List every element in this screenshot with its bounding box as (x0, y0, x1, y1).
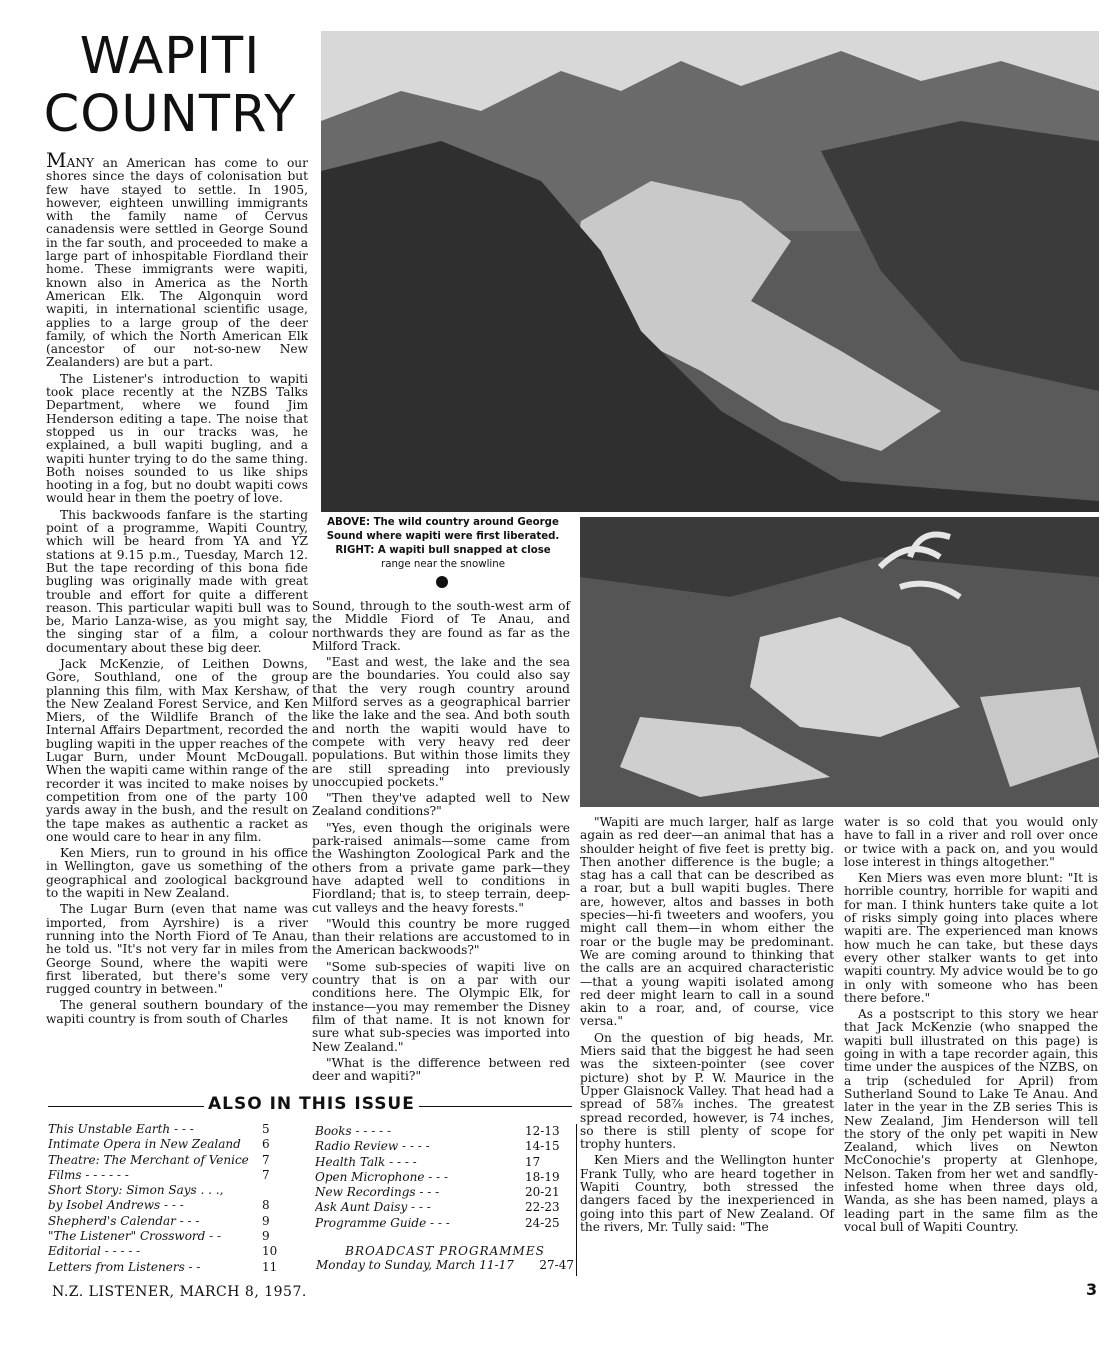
paragraph: Ken Miers and the Wellington hunter Frank Tully, who are heard together in Wapiti Country, both stressed the dangers faced by the inexperienced in going into this part of New Zealand. Of the rivers, Mr. Tully said: "The (580, 1153, 834, 1234)
contents-row[interactable]: Theatre: The Merchant of Venice 7 (48, 1152, 270, 1167)
contents-row[interactable]: Open Microphone - - - 18-19 (315, 1169, 560, 1184)
contents-row[interactable]: Editorial - - - - - 10 (48, 1244, 278, 1259)
paragraph: "East and west, the lake and the sea are the boundaries. You could also say that the very rough country around Milford serves as a geographical barrier like the lake and the sea. And both south and north the wapiti would have to compete with very heavy red deer populations. But within those limits they are still spreading into previously unoccupied pockets." (312, 655, 570, 789)
contents-row[interactable]: Letters from Listeners - - 11 (48, 1259, 278, 1274)
paragraph: The Listener's introduction to wapiti took place recently at the NZBS Talks Department, where we found Jim Henderson editing a tape. The noise that stopped us in our tracks was, he explained, a bull wapiti bugling, and a wapiti hunter trying to do the same thing. Both noises sounded to us like ships hooting in a fog, but no doubt wapiti cows would hear in them the poetry of love. (46, 371, 308, 506)
wapiti-bull-photo (580, 517, 1099, 807)
article-title (30, 28, 310, 144)
paragraph: The Lugar Burn (even that name was imported, from Ayrshire) is a river running into the North Fiord of Te Anau, he told us. "It's not very far in miles from George Sound, where the wapiti were first liberated, but there's some very rugged country in between." (46, 902, 308, 997)
column-d (844, 816, 1098, 1237)
contents-left (48, 1122, 296, 1275)
column-c (580, 816, 834, 1237)
contents-right (315, 1124, 569, 1231)
bullet-ornament (436, 576, 448, 588)
divider (576, 1124, 577, 1276)
paragraph: "Yes, even though the originals were park-raised animals—some came from the Washington Zoological Park and the others from a private game park—they have adapted well to conditions in Fiordland; that is, to steep terrain, deep-cut valleys and the heavy forests." (312, 820, 570, 915)
contents-row[interactable]: New Recordings - - - 20-21 (315, 1185, 560, 1200)
paragraph: Jack McKenzie, of Leithen Downs, Gore, Southland, one of the group planning this film, with Max Kershaw, of the New Zealand Forest Service, and Ken Miers, of the Wildlife Branch of the Internal Affairs Department, recorded the bugling wapiti in the upper reaches of the Lugar Burn, under Mount McDougall. When the wapiti came within range of the recorder it was incited to make noises by competition from one of the party 100 yards away in the bush, and the result on the tape makes as authentic a racket as one would care to hear in any film. (46, 656, 308, 844)
fiord-landscape-photo (321, 31, 1099, 512)
caption-line: Sound where wapiti were first liberated. (326, 531, 560, 542)
masthead-footer: N.Z. LISTENER, MARCH 8, 1957. (52, 1284, 307, 1300)
paragraph: MANY an American has come to our shores since the days of colonisation but few have stayed to settle. In 1905, however, eighteen unwilling immigrants with the family name of Cervus canadensis were settled in George Sound in the far south, and proceeded to make a large part of inhospitable Fiordland their home. These immigrants were wapiti, known also in America as the North American Elk. The Algonquin word wapiti, in international scientific usage, applies to a large group of the deer family, of which the North American Elk (ancestor of our not-so-new New Zealanders) are but a part. (46, 148, 308, 370)
contents-row[interactable]: Ask Aunt Daisy - - - 22-23 (315, 1200, 560, 1215)
paragraph: Ken Miers was even more blunt: "It is horrible country, horrible for wapiti and for man. I think hunters take quite a lot of risks simply going into places where wapiti are. The experienced man knows how much he can take, but these days every other stalker wants to get into wapiti country. My advice would be to go in only with someone who has been there before." (844, 871, 1098, 1005)
contents-row[interactable]: Books - - - - - 12-13 (315, 1124, 560, 1138)
contents-row[interactable]: Programme Guide - - - 24-25 (315, 1215, 560, 1230)
title-line-1: WAPITI (79, 27, 261, 86)
contents-row[interactable]: "The Listener" Crossword - - 9 (48, 1229, 270, 1244)
paragraph: water is so cold that you would only have to fall in a river and roll over once or twice with a pack on, and you would lose interest in things altogether." (844, 815, 1098, 869)
contents-row[interactable]: Shepherd's Calendar - - - 9 (48, 1213, 270, 1228)
contents-row[interactable]: Films - - - - - - 7 (48, 1167, 270, 1182)
paragraph: As a postscript to this story we hear that Jack McKenzie (who snapped the wapiti bull illustrated on this page) is going in with a tape recorder again, this time under the auspices of the NZBS, on a trip (scheduled for April) from Sutherland Sound to Lake Te Anau. And later in the year in the ZB series This is New Zealand, Jim Henderson will tell the story of the only pet wapiti in New Zealand, which lives on Newton McConochie's property at Glenhope, Nelson. Taken from her wet and sandfly-infested home when three days old, Wanda, as she has been named, plays a leading part in the same film as the vocal bull of Wapiti Country. (844, 1007, 1098, 1234)
paragraph: "What is the difference between red deer and wapiti?" (312, 1055, 570, 1084)
paragraph: This backwoods fanfare is the starting point of a programme, Wapiti Country, which will be heard from YA and YZ stations at 9.15 p.m., Tuesday, March 12. But the tape recording of this bona fide bugling was originally made with great trouble and effort for quite a different reason. This particular wapiti bull was to be, Mario Lanza-wise, as you might say, the singing star of a film, a colour documentary about these big deer. (46, 507, 308, 655)
contents-row[interactable]: Radio Review - - - - 14-15 (315, 1139, 560, 1154)
paragraph: Sound, through to the south-west arm of the Middle Fiord of Te Anau, and northwards they are found as far as the Milford Track. (312, 599, 570, 653)
caption-line: ABOVE: The wild country around George (327, 517, 559, 528)
column-a (46, 148, 308, 1029)
caption-line: range near the snowline (381, 559, 505, 570)
paragraph: Ken Miers, run to ground in his office in Wellington, gave us something of the geographical and zoological background to the wapiti in New Zealand. (46, 846, 308, 901)
caption-line: RIGHT: A wapiti bull snapped at close (335, 545, 551, 556)
drop-cap: M (46, 148, 67, 172)
contents-row[interactable]: Monday to Sunday, March 11-17 27-47 (316, 1258, 574, 1272)
broadcast-programmes (316, 1244, 574, 1272)
contents-row[interactable]: by Isobel Andrews - - - 8 (48, 1198, 270, 1213)
contents-row[interactable]: Short Story: Simon Says . . ., (48, 1183, 224, 1198)
page-number: 3 (1086, 1280, 1098, 1299)
column-b (312, 600, 570, 1086)
contents-row[interactable]: Intimate Opera in New Zealand 6 (48, 1137, 270, 1152)
title-line-2: COUNTRY (43, 85, 297, 144)
contents-row[interactable]: This Unstable Earth - - - 5 (48, 1122, 270, 1136)
paragraph: On the question of big heads, Mr. Miers said that the biggest he had seen was the sixteen-pointer (see cover picture) shot by P. W. Maurice in the Upper Glaisnock Valley. That head had a spread of 58⅞ inches. The greatest spread recorded, however, is 74 inches, so there is still plenty of scope for trophy hunters. (580, 1030, 834, 1152)
also-in-this-issue-heading: ALSO IN THIS ISSUE (204, 1094, 419, 1114)
contents-row[interactable]: Health Talk - - - - 17 (315, 1154, 541, 1169)
photo-caption (312, 516, 574, 572)
paragraph: The general southern boundary of the wapiti country is from south of Charles (46, 998, 308, 1026)
paragraph: "Then they've adapted well to New Zealand conditions?" (312, 791, 570, 819)
paragraph: "Would this country be more rugged than their relations are accustomed to in the American backwoods?" (312, 916, 570, 958)
paragraph: "Some sub-species of wapiti live on country that is on a par with our conditions here. The Olympic Elk, for instance—you may remember the Disney film of that name. It is not known for sure what sub-species was imported into New Zealand." (312, 959, 570, 1054)
paragraph: "Wapiti are much larger, half as large again as red deer—an animal that has a shoulder height of five feet is pretty big. Then another difference is the bugle; a stag has a call that can be described as a roar, but a bull wapiti bugles. There are, however, altos and basses in both species—hi-fi tweeters and woofers, you might call them—in whom either the roar or the bugle may be predominant. We are coming around to thinking that the calls are an acquired characteristic—that a young wapiti isolated among red deer might learn to call in a sound akin to a roar, and, of course, vice versa." (580, 815, 834, 1029)
broadcast-heading: BROADCAST PROGRAMMES (345, 1244, 545, 1258)
